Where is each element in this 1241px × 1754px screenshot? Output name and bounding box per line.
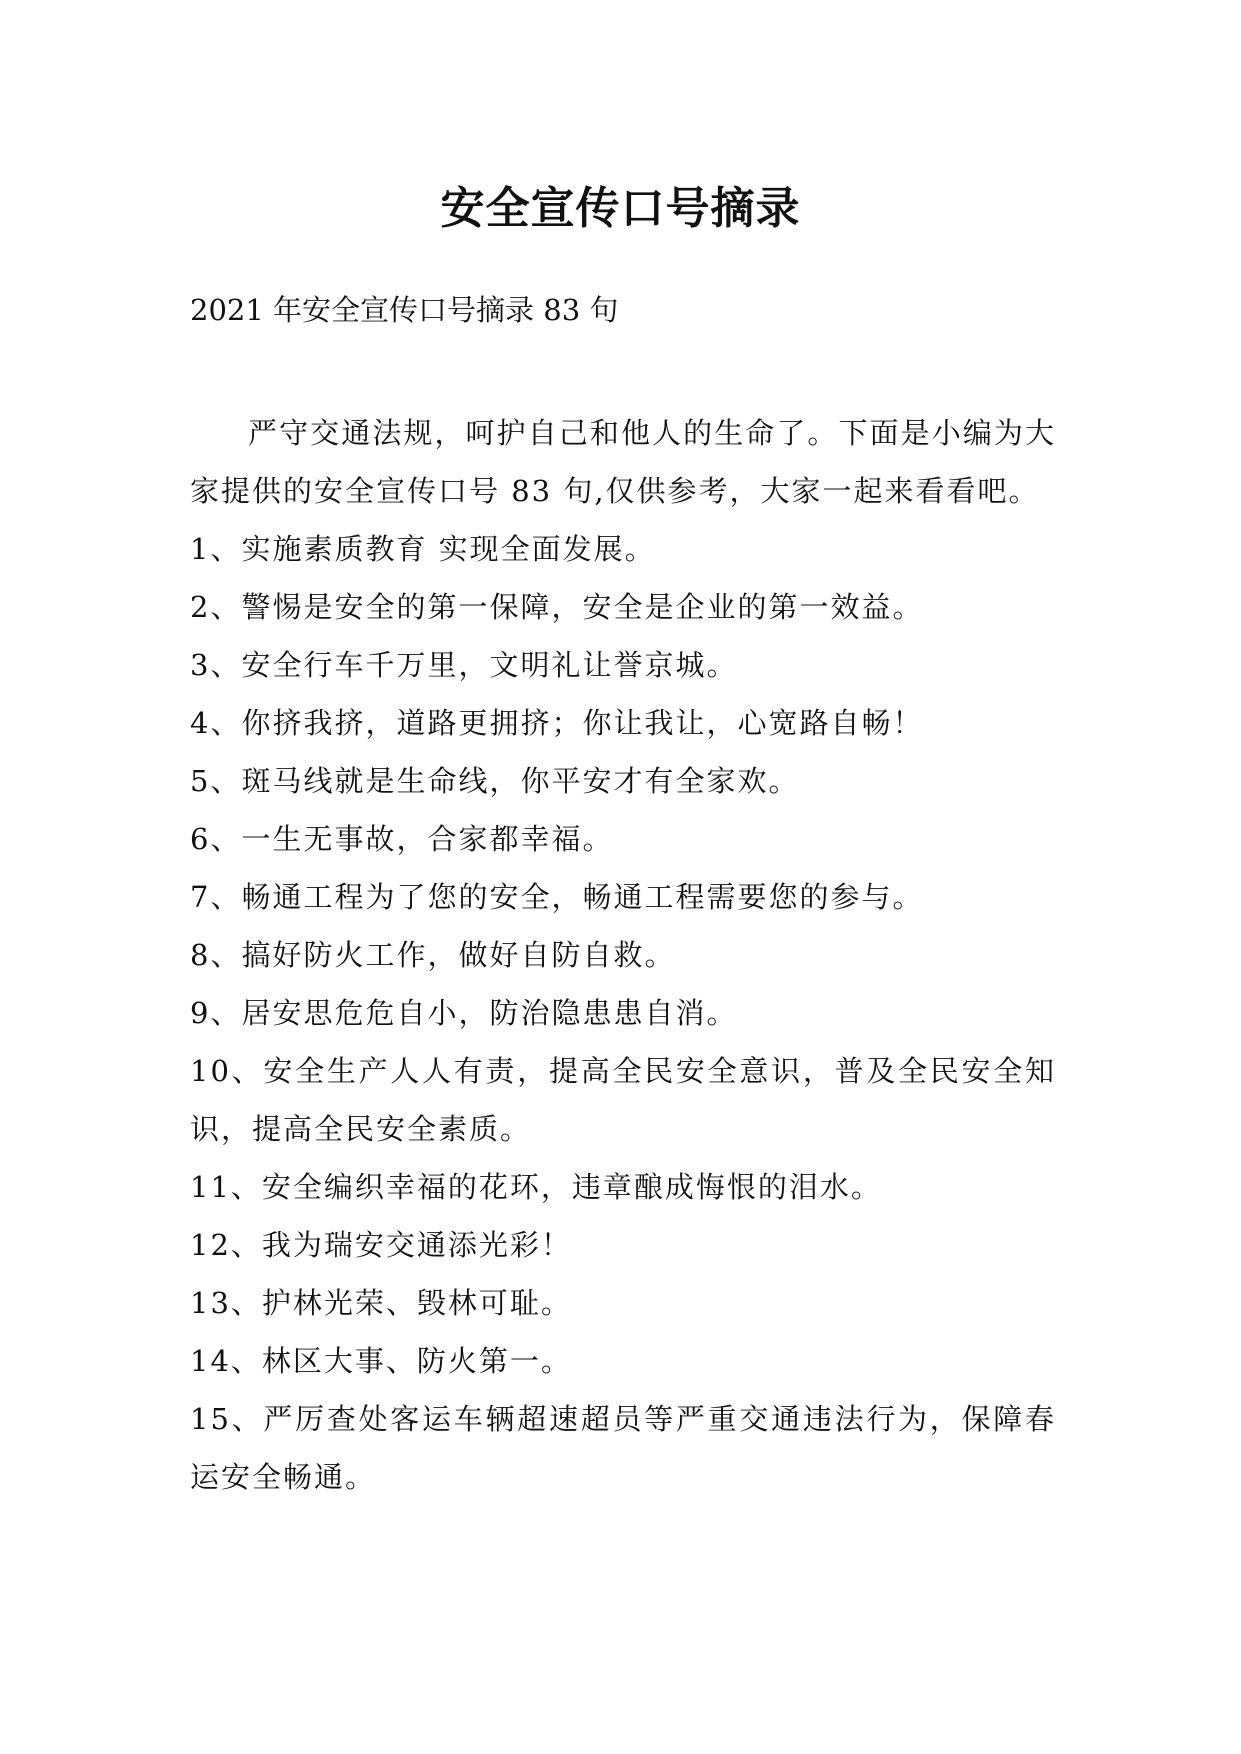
slogan-item-4: 4、你挤我挤，道路更拥挤；你让我让，心宽路自畅！: [190, 706, 924, 740]
slogan-item-11: 11、安全编织幸福的花环，违章酿成悔恨的泪水。: [190, 1170, 882, 1204]
slogan-item-2: 2、警惕是安全的第一保障，安全是企业的第一效益。: [190, 590, 924, 624]
document-body: [190, 404, 1056, 1506]
slogan-item-13: 13、护林光荣、毁林可耻。: [190, 1286, 572, 1320]
slogan-item-9: 9、居安思危危自小，防治隐患患自消。: [190, 996, 738, 1030]
slogan-item-14: 14、林区大事、防火第一。: [190, 1344, 572, 1378]
document-title: 安全宣传口号摘录: [440, 183, 801, 235]
slogan-item-15: 15、严厉查处客运车辆超速超员等严重交通违法行为，保障春运安全畅通。: [190, 1402, 1056, 1494]
slogan-item-6: 6、一生无事故，合家都幸福。: [190, 822, 614, 856]
slogan-item-1: 1、实施素质教育 实现全面发展。: [190, 532, 656, 566]
slogan-item-3: 3、安全行车千万里，文明礼让誉京城。: [190, 648, 738, 682]
slogan-item-5: 5、斑马线就是生命线，你平安才有全家欢。: [190, 764, 800, 798]
document-subtitle: 2021 年安全宣传口号摘录 83 句: [190, 293, 619, 327]
intro-paragraph: 严守交通法规，呵护自己和他人的生命了。下面是小编为大家提供的安全宣传口号 83 句,仅供参考，大家一起来看看吧。: [190, 416, 1056, 508]
slogan-item-8: 8、搞好防火工作，做好自防自救。: [190, 938, 676, 972]
slogan-item-12: 12、我为瑞安交通添光彩！: [190, 1228, 572, 1262]
slogan-item-10: 10、安全生产人人有责，提高全民安全意识，普及全民安全知识，提高全民安全素质。: [190, 1054, 1056, 1146]
slogan-item-7: 7、畅通工程为了您的安全，畅通工程需要您的参与。: [190, 880, 924, 914]
